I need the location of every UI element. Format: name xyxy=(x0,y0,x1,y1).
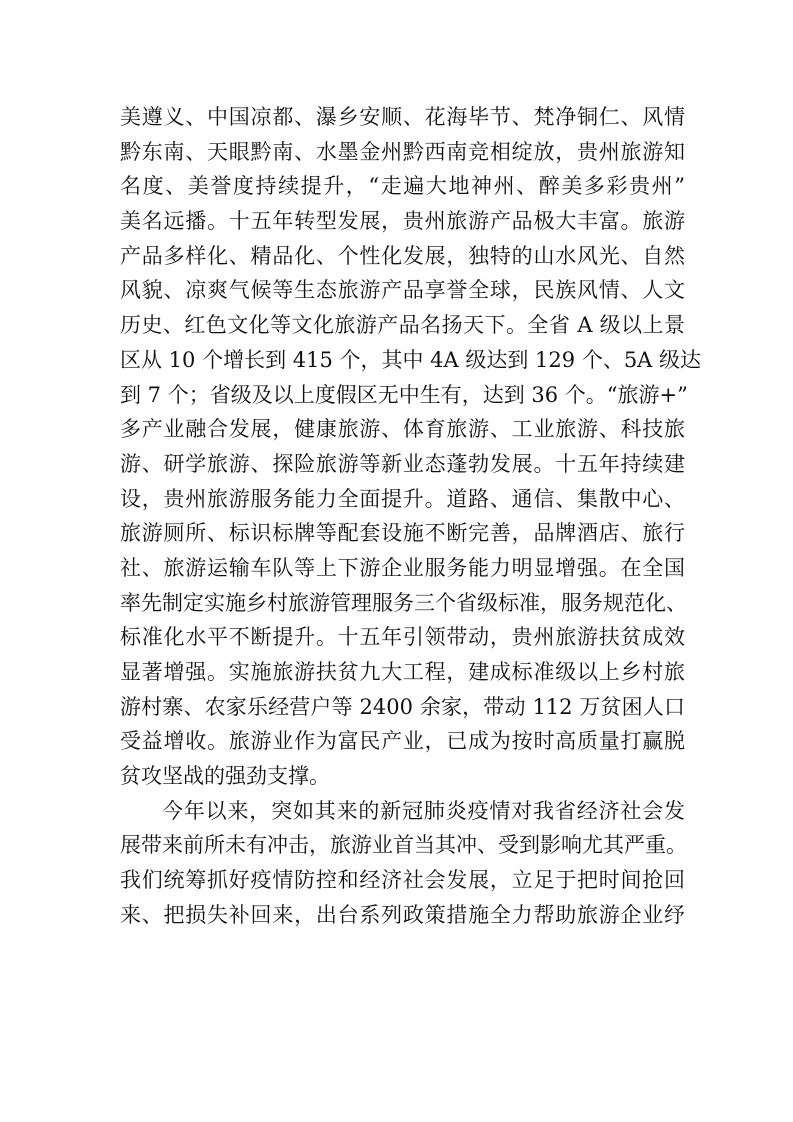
text-line: 区从 10 个增长到 415 个，其中 4A 级达到 129 个、5A 级达 xyxy=(120,347,702,372)
text-line: 旅游厕所、标识标牌等配套设施不断完善，品牌酒店、旅行 xyxy=(120,521,685,546)
text-line: 到 7 个；省级及以上度假区无中生有，达到 36 个。“旅游+” xyxy=(120,382,688,407)
text-line: 产品多样化、精品化、个性化发展，独特的山水风光、自然 xyxy=(120,243,685,268)
text-line: 游村寨、农家乐经营户等 2400 余家，带动 112 万贫困人口 xyxy=(120,694,685,719)
text-line: 黔东南、天眼黔南、水墨金州黔西南竞相绽放，贵州旅游知 xyxy=(120,139,685,164)
text-line: 社、旅游运输车队等上下游企业服务能力明显增强。在全国 xyxy=(120,555,685,580)
text-line: 显著增强。实施旅游扶贫九大工程，建成标准级以上乡村旅 xyxy=(120,660,685,684)
text-line: 受益增收。旅游业作为富民产业，已成为按时高质量打赢脱 xyxy=(120,729,685,754)
text-line: 设，贵州旅游服务能力全面提升。道路、通信、集散中心、 xyxy=(120,486,685,511)
document-body xyxy=(120,100,702,933)
text-line: 美遵义、中国凉都、瀑乡安顺、花海毕节、梵净铜仁、风情 xyxy=(120,105,685,129)
text-line: 来、把损失补回来，出台系列政策措施全力帮助旅游企业纾 xyxy=(120,902,685,927)
text-line: 展带来前所未有冲击，旅游业首当其冲、受到影响尤其严重。 xyxy=(120,833,687,858)
text-line: 游、研学旅游、探险旅游等新业态蓬勃发展。十五年持续建 xyxy=(120,451,685,476)
text-line: 率先制定实施乡村旅游管理服务三个省级标准，服务规范化、 xyxy=(120,590,687,615)
text-line: 贫攻坚战的强劲支撑。 xyxy=(120,764,330,789)
text-line: 标准化水平不断提升。十五年引领带动，贵州旅游扶贫成效 xyxy=(120,625,685,650)
text-line: 多产业融合发展，健康旅游、体育旅游、工业旅游、科技旅 xyxy=(120,417,685,442)
text-line: 风貌、凉爽气候等生态旅游产品享誉全球，民族风情、人文 xyxy=(120,278,685,303)
text-line: 我们统筹抓好疫情防控和经济社会发展，立足于把时间抢回 xyxy=(120,868,685,893)
paragraph xyxy=(120,100,702,794)
text-line: 历史、红色文化等文化旅游产品名扬天下。全省 A 级以上景 xyxy=(120,313,685,338)
text-line: 今年以来，突如其来的新冠肺炎疫情对我省经济社会发 xyxy=(162,798,685,823)
paragraph xyxy=(120,794,685,933)
text-line: 美名远播。十五年转型发展，贵州旅游产品极大丰富。旅游 xyxy=(120,209,685,234)
text-line: 名度、美誉度持续提升，“走遍大地神州、醉美多彩贵州” xyxy=(120,174,685,199)
